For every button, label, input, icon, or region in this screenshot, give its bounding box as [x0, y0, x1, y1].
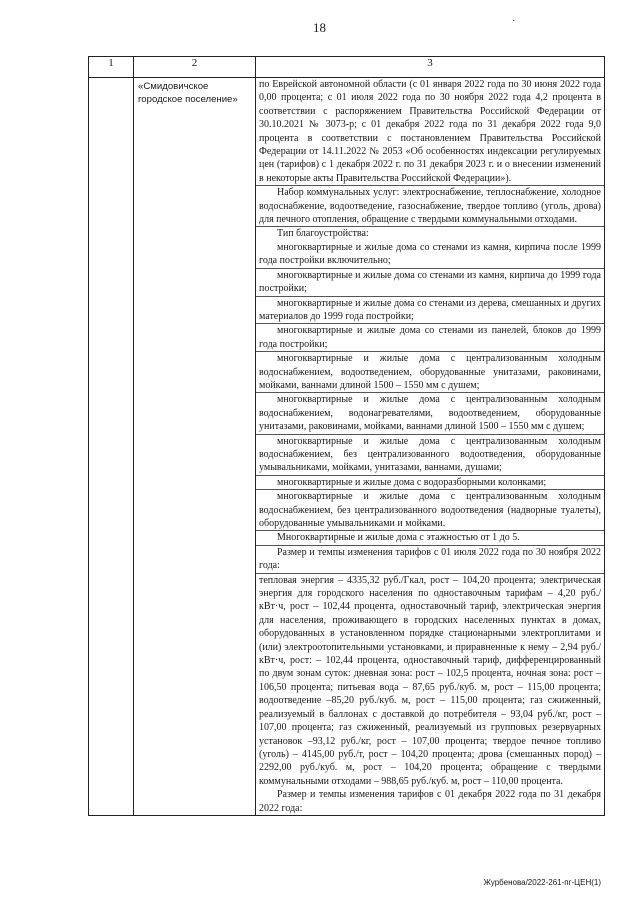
header-col-2: 2: [134, 57, 256, 78]
header-col-3: 3: [256, 57, 605, 78]
tariff-paragraphs: [259, 78, 601, 815]
tariff-paragraph: Размер и темпы изменения тарифов с 01 декабря 2022 года по 31 декабря 2022 года:: [259, 789, 601, 814]
page-number: 18: [313, 20, 326, 35]
tariff-paragraph: Многоквартирные и жилые дома с этажностью от 1 до 5.: [277, 532, 520, 544]
document-code: Журбенова/2022-261-пг-ЦЕН(1): [483, 878, 601, 887]
tariff-table: [88, 56, 605, 816]
tariff-content-cell: [256, 78, 605, 816]
tariff-paragraph: Размер и темпы изменения тарифов с 01 июля 2022 года по 30 ноября 2022 года:: [259, 546, 601, 572]
tariff-paragraph: многоквартирные и жилые дома с централизованным холодным водоснабжением, без централизованного водоотведения, оборудованные умывальниками, мойками, унитазами, ваннами, душами;: [259, 435, 601, 474]
tariff-paragraph: многоквартирные и жилые дома с централизованным холодным водоснабжением, водонагревателями, водоотведением, оборудованные унитазами, раковинами, мойками, ваннами длиной 1500 – 1550 мм с душем;: [259, 394, 601, 433]
tariff-paragraph: по Еврейской автономной области (с 01 января 2022 года по 30 июня 2022 года 0,00 процента; с 01 июля 2022 года по 30 ноября 2022 года 4,2 процента в соответствии с распоряжением Правительства Российской Федерации от 30.10.2021 № 3073-р; с 01 декабря 2022 года по 31 декабря 2022 года 9,0 процента в соответствии с постановлением Правительства Российской Федерации от 14.11.2022 № 2053 «Об особенностях индексации регулируемых цен (тарифов) с 1 декабря 2022 г. по 31 декабря 2023 г. и о внесении изменений в некоторые акты Правительства Российской Федерации»).: [259, 79, 601, 184]
municipality-name: «Смидовичское городское поселение»: [134, 78, 256, 816]
tariff-paragraph: многоквартирные и жилые дома с централизованным холодным водоснабжением, без централизованного водоотведения (надворные туалеты), оборудованные умывальниками и мойками.: [259, 491, 601, 529]
tariff-paragraph: многоквартирные и жилые дома со стенами из панелей, блоков до 1999 года постройки;: [259, 325, 601, 350]
table-header-row: [89, 57, 605, 78]
tariff-paragraph: Набор коммунальных услуг: электроснабжение, теплоснабжение, холодное водоснабжение, водоотведение, газоснабжение, твердое топливо (уголь, дрова) для печного отопления, обращение с твердыми коммунальными отходами.: [259, 187, 601, 226]
tariff-paragraph: Тип благоустройства:: [277, 228, 369, 240]
table-row: [89, 78, 605, 816]
tariff-paragraph: многоквартирные и жилые дома со стенами из камня, кирпича до 1999 года постройки;: [259, 269, 601, 295]
tariff-paragraph: многоквартирные и жилые дома со стенами из дерева, смешанных и других материалов до 1999 года постройки;: [259, 297, 601, 322]
tariff-paragraph: многоквартирные и жилые дома со стенами из камня, кирпича после 1999 года постройки включительно;: [259, 241, 601, 267]
page-mark: ·: [512, 16, 516, 27]
tariff-paragraph: многоквартирные и жилые дома с централизованным холодным водоснабжением, водоотведением, оборудованные унитазами, раковинами, мойками, ваннами длиной 1500 – 1550 мм с душем;: [259, 353, 601, 391]
row-number-cell: [89, 78, 134, 816]
tariff-paragraph: тепловая энергия – 4335,32 руб./Гкал, рост – 104,20 процента; электрическая энергия для городского населения по одноставочным тарифам – 4,20 руб./кВт·ч, рост – 102,44 процента, одноставочный тариф, электрическая энергия для населения, проживающего в городских населенных пунктах в домах, оборудованных в установленном порядке стационарными электроплитами и (или) электроотопительными установками, и приравненные к нему – 2,94 руб./ кВт·ч, рост: – 102,44 процента, одноставочный тариф, дифференцированный по двум зонам суток: дневная зона: рост – 102,5 процента, ночная зона: рост – 106,50 процента; питьевая вода – 87,65 руб./куб. м, рост – 115,00 процента; водоотведение –85,20 руб./куб. м, рост – 115,00 процента; газ сжиженный, реализуемый в баллонах с доставкой до потребителя – 93,04 руб./кг, рост – 107,00 процента; газ сжиженный, реализуемый из групповых резервуарных установок –93,12 руб./кг, рост – 107,00 процента; твердое печное топливо (уголь) – 4145,00 руб./т, рост – 104,20 процента; дрова (смешанных пород) – 2292,00 руб./куб. м, рост – 104,20 процента; обращение с твердыми коммунальными отходами – 988,65 руб./куб. м, рост – 110,00 процента.: [259, 574, 601, 787]
tariff-paragraph: многоквартирные и жилые дома с водоразборными колонками;: [277, 476, 547, 488]
header-col-1: 1: [89, 57, 134, 78]
